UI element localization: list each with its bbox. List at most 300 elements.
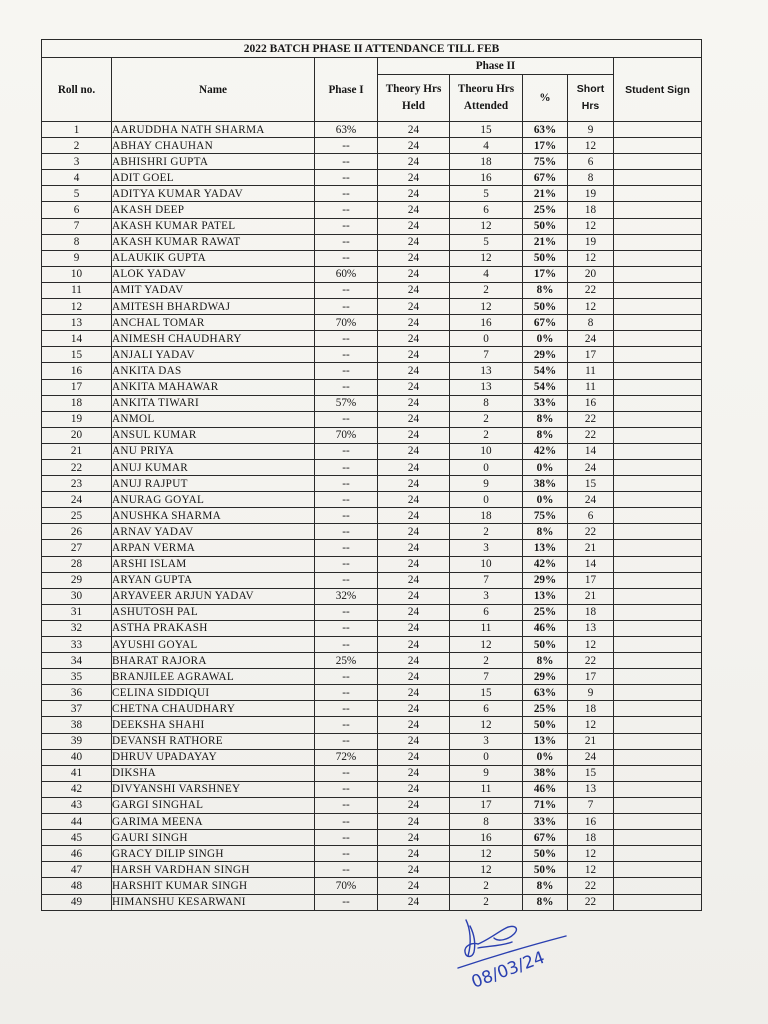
percent-cell: 29% [523,347,568,363]
percent-cell: 13% [523,540,568,556]
attended-cell: 7 [450,669,523,685]
attended-cell: 11 [450,620,523,636]
attended-cell: 6 [450,604,523,620]
table-row [42,733,702,749]
student-sign-cell [614,299,702,315]
attended-cell: 5 [450,186,523,202]
phase1-cell: 57% [315,395,378,411]
short-hrs-cell: 9 [568,685,614,701]
roll-cell: 31 [42,604,112,620]
roll-cell: 5 [42,186,112,202]
held-cell: 24 [378,411,450,427]
roll-cell: 49 [42,894,112,910]
held-cell: 24 [378,395,450,411]
short-hrs-cell: 18 [568,701,614,717]
attended-cell: 18 [450,508,523,524]
attended-cell: 11 [450,781,523,797]
roll-cell: 28 [42,556,112,572]
student-sign-cell [614,315,702,331]
header-roll-no: Roll no. [42,58,112,122]
phase1-cell: 60% [315,266,378,282]
table-row [42,653,702,669]
roll-cell: 9 [42,250,112,266]
roll-cell: 45 [42,830,112,846]
percent-cell: 42% [523,443,568,459]
roll-cell: 11 [42,282,112,298]
student-sign-cell [614,170,702,186]
name-cell: ANU PRIYA [112,443,315,459]
name-cell: ADITYA KUMAR YADAV [112,186,315,202]
short-hrs-cell: 13 [568,620,614,636]
name-cell: ALOK YADAV [112,266,315,282]
roll-cell: 17 [42,379,112,395]
attended-cell: 2 [450,894,523,910]
percent-cell: 50% [523,846,568,862]
table-row [42,395,702,411]
attended-cell: 16 [450,170,523,186]
held-cell: 24 [378,653,450,669]
roll-cell: 25 [42,508,112,524]
name-cell: CHETNA CHAUDHARY [112,701,315,717]
attended-cell: 10 [450,443,523,459]
name-cell: ARPAN VERMA [112,540,315,556]
roll-cell: 24 [42,492,112,508]
held-cell: 24 [378,186,450,202]
percent-cell: 8% [523,524,568,540]
percent-cell: 25% [523,202,568,218]
roll-cell: 42 [42,781,112,797]
short-hrs-cell: 6 [568,154,614,170]
phase1-cell: -- [315,620,378,636]
name-cell: ANJALI YADAV [112,347,315,363]
phase1-cell: 70% [315,427,378,443]
roll-cell: 47 [42,862,112,878]
held-cell: 24 [378,476,450,492]
name-cell: AYUSHI GOYAL [112,637,315,653]
table-row [42,717,702,733]
roll-cell: 35 [42,669,112,685]
attended-cell: 10 [450,556,523,572]
phase1-cell: -- [315,250,378,266]
held-cell: 24 [378,459,450,475]
name-cell: GAURI SINGH [112,830,315,846]
roll-cell: 39 [42,733,112,749]
table-row [42,878,702,894]
roll-cell: 13 [42,315,112,331]
short-hrs-cell: 14 [568,556,614,572]
short-hrs-cell: 18 [568,830,614,846]
table-row [42,556,702,572]
attended-cell: 2 [450,524,523,540]
held-cell: 24 [378,492,450,508]
student-sign-cell [614,363,702,379]
roll-cell: 6 [42,202,112,218]
percent-cell: 54% [523,379,568,395]
phase1-cell: -- [315,363,378,379]
table-row [42,443,702,459]
percent-cell: 8% [523,427,568,443]
percent-cell: 25% [523,701,568,717]
phase1-cell: -- [315,637,378,653]
percent-cell: 67% [523,170,568,186]
held-cell: 24 [378,669,450,685]
percent-cell: 50% [523,218,568,234]
table-row [42,669,702,685]
attended-cell: 18 [450,154,523,170]
header-short-hrs: Short Hrs [568,75,614,122]
short-hrs-cell: 15 [568,476,614,492]
short-hrs-cell: 24 [568,492,614,508]
short-hrs-cell: 6 [568,508,614,524]
attended-cell: 7 [450,347,523,363]
name-cell: GRACY DILIP SINGH [112,846,315,862]
attended-cell: 9 [450,765,523,781]
table-row [42,250,702,266]
phase1-cell: -- [315,218,378,234]
phase1-cell: -- [315,701,378,717]
phase1-cell: -- [315,765,378,781]
held-cell: 24 [378,331,450,347]
table-row [42,524,702,540]
roll-cell: 43 [42,797,112,813]
short-hrs-cell: 12 [568,637,614,653]
student-sign-cell [614,701,702,717]
attended-cell: 0 [450,331,523,347]
held-cell: 24 [378,266,450,282]
name-cell: AMITESH BHARDWAJ [112,299,315,315]
phase1-cell: 32% [315,588,378,604]
roll-cell: 21 [42,443,112,459]
student-sign-cell [614,524,702,540]
student-sign-cell [614,588,702,604]
roll-cell: 20 [42,427,112,443]
held-cell: 24 [378,556,450,572]
percent-cell: 33% [523,395,568,411]
short-hrs-cell: 12 [568,138,614,154]
roll-cell: 23 [42,476,112,492]
signature-date: 08/03/24 [468,947,548,993]
phase1-cell: 63% [315,122,378,138]
short-hrs-cell: 12 [568,862,614,878]
held-cell: 24 [378,154,450,170]
phase1-cell: -- [315,669,378,685]
held-cell: 24 [378,797,450,813]
roll-cell: 32 [42,620,112,636]
held-cell: 24 [378,830,450,846]
table-row [42,830,702,846]
short-hrs-cell: 20 [568,266,614,282]
student-sign-cell [614,508,702,524]
name-cell: ANCHAL TOMAR [112,315,315,331]
percent-cell: 8% [523,411,568,427]
student-sign-cell [614,379,702,395]
phase1-cell: -- [315,234,378,250]
percent-cell: 67% [523,830,568,846]
held-cell: 24 [378,282,450,298]
held-cell: 24 [378,347,450,363]
held-cell: 24 [378,701,450,717]
student-sign-cell [614,492,702,508]
attended-cell: 15 [450,122,523,138]
student-sign-cell [614,733,702,749]
student-sign-cell [614,830,702,846]
held-cell: 24 [378,363,450,379]
student-sign-cell [614,395,702,411]
student-sign-cell [614,443,702,459]
roll-cell: 48 [42,878,112,894]
roll-cell: 37 [42,701,112,717]
table-row [42,427,702,443]
name-cell: DIKSHA [112,765,315,781]
attended-cell: 8 [450,395,523,411]
short-hrs-cell: 14 [568,443,614,459]
short-hrs-cell: 16 [568,814,614,830]
table-row [42,476,702,492]
percent-cell: 17% [523,266,568,282]
percent-cell: 29% [523,572,568,588]
phase1-cell: -- [315,572,378,588]
held-cell: 24 [378,604,450,620]
student-sign-cell [614,556,702,572]
held-cell: 24 [378,524,450,540]
header-percent: % [523,75,568,122]
held-cell: 24 [378,170,450,186]
name-cell: ANSUL KUMAR [112,427,315,443]
roll-cell: 19 [42,411,112,427]
attended-cell: 12 [450,218,523,234]
held-cell: 24 [378,540,450,556]
name-cell: ANUJ RAJPUT [112,476,315,492]
held-cell: 24 [378,862,450,878]
roll-cell: 34 [42,653,112,669]
percent-cell: 25% [523,604,568,620]
table-row [42,266,702,282]
table-row [42,685,702,701]
name-cell: CELINA SIDDIQUI [112,685,315,701]
table-row [42,347,702,363]
held-cell: 24 [378,202,450,218]
percent-cell: 0% [523,459,568,475]
name-cell: ALAUKIK GUPTA [112,250,315,266]
roll-cell: 16 [42,363,112,379]
student-sign-cell [614,266,702,282]
roll-cell: 14 [42,331,112,347]
roll-cell: 4 [42,170,112,186]
percent-cell: 13% [523,588,568,604]
attended-cell: 12 [450,717,523,733]
percent-cell: 13% [523,733,568,749]
held-cell: 24 [378,717,450,733]
held-cell: 24 [378,588,450,604]
name-cell: HIMANSHU KESARWANI [112,894,315,910]
roll-cell: 3 [42,154,112,170]
table-row [42,363,702,379]
held-cell: 24 [378,749,450,765]
phase1-cell: -- [315,202,378,218]
phase1-cell: 25% [315,653,378,669]
roll-cell: 36 [42,685,112,701]
student-sign-cell [614,620,702,636]
percent-cell: 0% [523,749,568,765]
short-hrs-cell: 22 [568,427,614,443]
phase1-cell: -- [315,862,378,878]
name-cell: ARYAN GUPTA [112,572,315,588]
held-cell: 24 [378,427,450,443]
table-row [42,781,702,797]
student-sign-cell [614,717,702,733]
name-cell: ANMOL [112,411,315,427]
percent-cell: 0% [523,492,568,508]
name-cell: ASHUTOSH PAL [112,604,315,620]
short-hrs-cell: 22 [568,411,614,427]
attended-cell: 12 [450,250,523,266]
name-cell: ASTHA PRAKASH [112,620,315,636]
percent-cell: 8% [523,894,568,910]
name-cell: BHARAT RAJORA [112,653,315,669]
held-cell: 24 [378,315,450,331]
roll-cell: 10 [42,266,112,282]
phase1-cell: 70% [315,315,378,331]
percent-cell: 50% [523,250,568,266]
phase1-cell: -- [315,282,378,298]
attended-cell: 2 [450,411,523,427]
phase1-cell: -- [315,717,378,733]
short-hrs-cell: 11 [568,379,614,395]
short-hrs-cell: 12 [568,299,614,315]
attended-cell: 12 [450,299,523,315]
percent-cell: 63% [523,685,568,701]
name-cell: ANUSHKA SHARMA [112,508,315,524]
roll-cell: 1 [42,122,112,138]
table-row [42,282,702,298]
name-cell: ANURAG GOYAL [112,492,315,508]
short-hrs-cell: 18 [568,604,614,620]
phase1-cell: -- [315,154,378,170]
short-hrs-cell: 22 [568,878,614,894]
student-sign-cell [614,459,702,475]
short-hrs-cell: 9 [568,122,614,138]
table-row [42,894,702,910]
attended-cell: 3 [450,733,523,749]
table-row [42,122,702,138]
roll-cell: 22 [42,459,112,475]
held-cell: 24 [378,299,450,315]
student-sign-cell [614,669,702,685]
table-row [42,411,702,427]
percent-cell: 75% [523,154,568,170]
short-hrs-cell: 19 [568,234,614,250]
attended-cell: 16 [450,315,523,331]
phase1-cell: -- [315,411,378,427]
phase1-cell: -- [315,459,378,475]
short-hrs-cell: 24 [568,749,614,765]
held-cell: 24 [378,379,450,395]
student-sign-cell [614,347,702,363]
short-hrs-cell: 24 [568,331,614,347]
phase1-cell: 72% [315,749,378,765]
short-hrs-cell: 11 [568,363,614,379]
student-sign-cell [614,122,702,138]
percent-cell: 38% [523,476,568,492]
student-sign-cell [614,154,702,170]
roll-cell: 15 [42,347,112,363]
short-hrs-cell: 22 [568,282,614,298]
table-row [42,218,702,234]
percent-cell: 46% [523,781,568,797]
phase1-cell: -- [315,781,378,797]
roll-cell: 8 [42,234,112,250]
attended-cell: 4 [450,266,523,282]
name-cell: ADIT GOEL [112,170,315,186]
percent-cell: 50% [523,717,568,733]
phase1-cell: -- [315,733,378,749]
header-theory-hrs-attended: Theoru Hrs Attended [450,75,523,122]
short-hrs-cell: 18 [568,202,614,218]
header-name: Name [112,58,315,122]
short-hrs-cell: 22 [568,524,614,540]
student-sign-cell [614,846,702,862]
roll-cell: 29 [42,572,112,588]
phase1-cell: -- [315,492,378,508]
student-sign-cell [614,250,702,266]
student-sign-cell [614,781,702,797]
name-cell: AKASH DEEP [112,202,315,218]
name-cell: GARIMA MEENA [112,814,315,830]
phase1-cell: -- [315,476,378,492]
roll-cell: 38 [42,717,112,733]
table-row [42,379,702,395]
name-cell: AARUDDHA NATH SHARMA [112,122,315,138]
roll-cell: 40 [42,749,112,765]
percent-cell: 8% [523,653,568,669]
short-hrs-cell: 19 [568,186,614,202]
held-cell: 24 [378,508,450,524]
name-cell: ARNAV YADAV [112,524,315,540]
header-theory-hrs-held: Theory Hrs Held [378,75,450,122]
percent-cell: 50% [523,862,568,878]
phase1-cell: -- [315,186,378,202]
short-hrs-cell: 8 [568,170,614,186]
held-cell: 24 [378,733,450,749]
percent-cell: 54% [523,363,568,379]
roll-cell: 12 [42,299,112,315]
attended-cell: 2 [450,282,523,298]
table-row [42,797,702,813]
student-sign-cell [614,138,702,154]
attendance-table-wrapper [41,39,701,911]
student-sign-cell [614,604,702,620]
attendance-table [41,39,702,911]
table-row [42,492,702,508]
name-cell: ARYAVEER ARJUN YADAV [112,588,315,604]
short-hrs-cell: 12 [568,218,614,234]
short-hrs-cell: 21 [568,540,614,556]
student-sign-cell [614,572,702,588]
short-hrs-cell: 24 [568,459,614,475]
table-row [42,862,702,878]
roll-cell: 27 [42,540,112,556]
held-cell: 24 [378,637,450,653]
percent-cell: 46% [523,620,568,636]
percent-cell: 8% [523,878,568,894]
held-cell: 24 [378,846,450,862]
table-row [42,234,702,250]
roll-cell: 33 [42,637,112,653]
attended-cell: 6 [450,701,523,717]
percent-cell: 75% [523,508,568,524]
table-row [42,572,702,588]
attended-cell: 12 [450,637,523,653]
